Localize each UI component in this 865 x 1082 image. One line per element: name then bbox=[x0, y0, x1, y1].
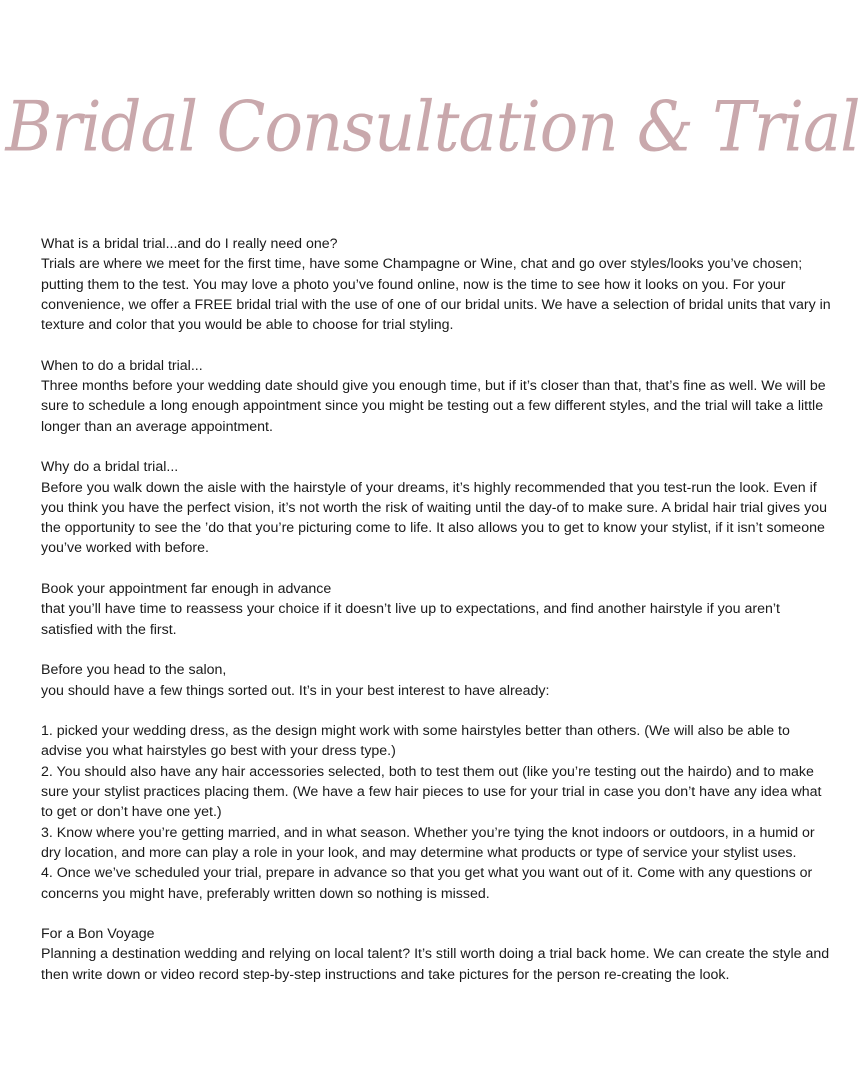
section-why-trial bbox=[41, 457, 831, 558]
section-bon-voyage bbox=[41, 924, 831, 985]
list-item: 3. Know where you’re getting married, and in what season. Whether you’re tying the knot indoors or outdoors, in a humid or dry location, and more can play a role in your look, and may determine what products or type of service your stylist uses. bbox=[41, 824, 815, 861]
section-heading: Book your appointment far enough in advance bbox=[41, 581, 332, 598]
section-heading: For a Bon Voyage bbox=[41, 926, 155, 943]
section-paragraph: Planning a destination wedding and relying on local talent? It’s still worth doing a trial back home. We can create the style and then write down or video record step-by-step instructions and take pictures for the person re-creating the look. bbox=[41, 946, 830, 983]
section-heading: What is a bridal trial...and do I really need one? bbox=[41, 236, 338, 252]
section-when-to-trial bbox=[41, 356, 831, 437]
section-heading: Why do a bridal trial... bbox=[41, 459, 179, 476]
list-item: 1. picked your wedding dress, as the design might work with some hairstyles better than others. (We will also be able to advise you what hairstyles go best with your dress type.) bbox=[41, 723, 790, 760]
list-item: 2. You should also have any hair accessories selected, both to test them out (like you’re testing out the hairdo) and to make sure your stylist practices placing them. (We have a few hair pieces to use for your trial in case you don’t have any idea what to get or don’t have one yet.) bbox=[41, 763, 822, 821]
section-before-salon bbox=[41, 660, 831, 701]
section-paragraph: Three months before your wedding date should give you enough time, but if it’s closer than that, that’s fine as well. We will be sure to schedule a long enough appointment since you might be testing out a few different styles, and the trial will take a little longer than an average appointment. bbox=[41, 378, 826, 435]
section-book-appointment bbox=[41, 579, 831, 640]
section-paragraph: Before you walk down the aisle with the hairstyle of your dreams, it’s highly recommended that you test-run the look. Even if you think you have the perfect vision, it’s not worth the risk of waiting until the day-of to make sure. A bridal hair trial gives you the opportunity to see the ’do that you’re picturing come to life. It also allows you to get to know your stylist, if it isn’t someone you’ve worked with before. bbox=[41, 479, 827, 557]
page-title: Bridal Consultation & Trial bbox=[5, 88, 860, 168]
section-paragraph: you should have a few things sorted out. It’s in your best interest to have already: bbox=[41, 682, 550, 699]
section-what-is-trial bbox=[41, 234, 831, 335]
section-heading: When to do a bridal trial... bbox=[41, 357, 203, 374]
document-body bbox=[41, 234, 831, 1005]
checklist bbox=[41, 721, 831, 904]
section-paragraph: that you’ll have time to reassess your choice if it doesn’t live up to expectations, and find another hairstyle if you aren’t satisfied with the first. bbox=[41, 601, 780, 638]
section-heading: Before you head to the salon, bbox=[41, 662, 227, 679]
section-paragraph: Trials are where we meet for the first time, have some Champagne or Wine, chat and go over styles/looks you’ve chosen; putting them to the test. You may love a photo you’ve found online, now is the time to see how it looks on you. For your convenience, we offer a FREE bridal trial with the use of one of our bridal units. We have a selection of bridal units that vary in texture and color that you would be able to choose for trial styling. bbox=[41, 256, 831, 334]
list-item: 4. Once we’ve scheduled your trial, prepare in advance so that you get what you want out of it. Come with any questions or concerns you might have, preferably written down so nothing is missed. bbox=[41, 865, 813, 902]
